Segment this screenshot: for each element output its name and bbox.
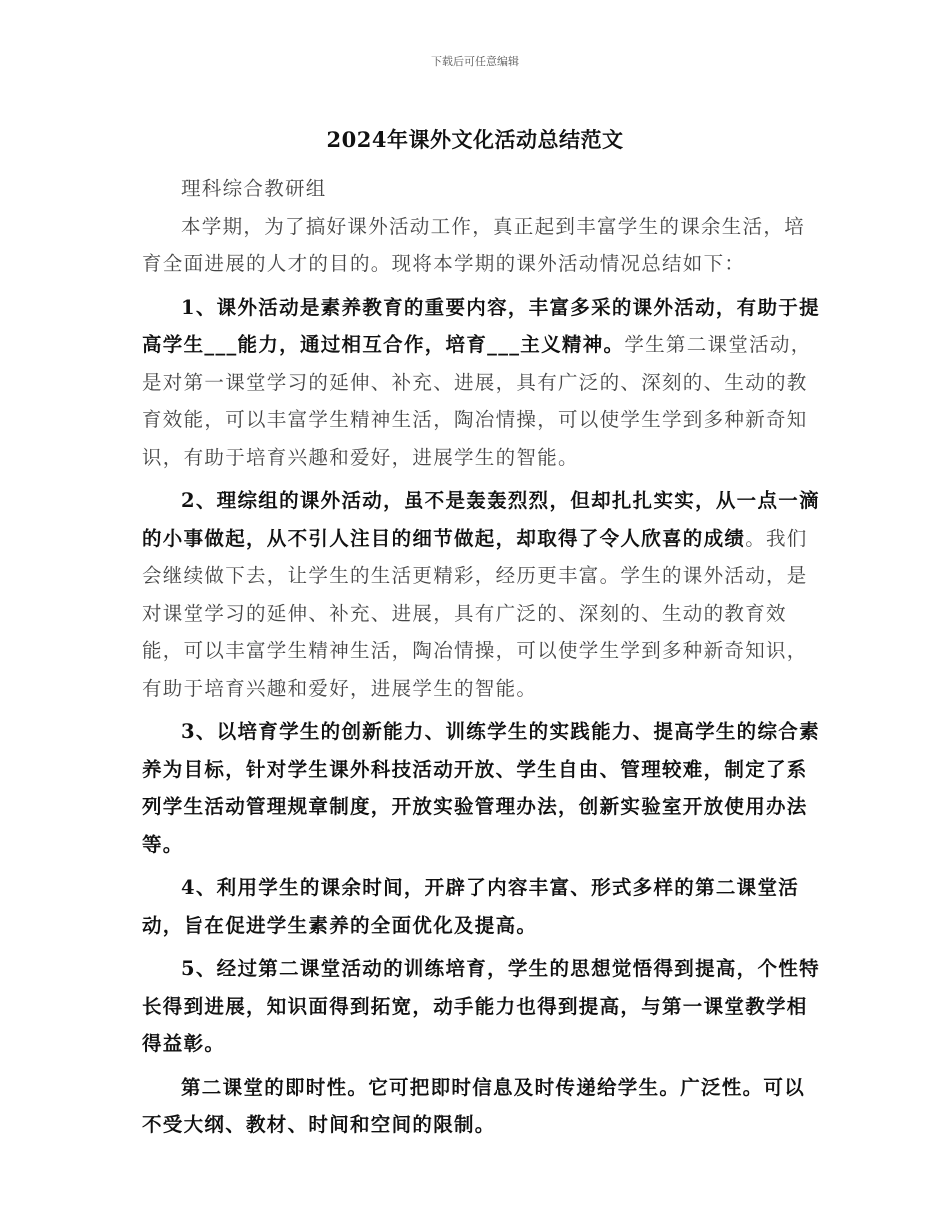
- paragraph-3: 3、以培育学生的创新能力、训练学生的实践能力、提高学生的综合素养为目标，针对学生课外科技活动开放、学生自由、管理较难，制定了系列学生活动管理规章制度，开放实验管理办法，创新实验室开放使用办法等。: [142, 720, 820, 856]
- author-line: 理科综合教研组: [181, 177, 327, 200]
- header-note: 下载后可任意编辑: [431, 55, 519, 68]
- intro-paragraph: 本学期，为了搞好课外活动工作，真正起到丰富学生的课余生活，培育全面进展的人才的目的。现将本学期的课外活动情况总结如下：: [142, 214, 806, 275]
- paragraph-2-body: 。我们会继续做下去，让学生的生活更精彩，经历更丰富。学生的课外活动，是对课堂学习的延伸、补充、进展，具有广泛的、深刻的、生动的教育效能，可以丰富学生精神生活，陶冶情操，可以使学生学到多种新奇知识，有助于培育兴趣和爱好，进展学生的智能。: [142, 526, 808, 700]
- paragraph-1-body: 学生第二课堂活动，是对第一课堂学习的延伸、补充、进展，具有广泛的、深刻的、生动的教育效能，可以丰富学生精神生活，陶冶情操，可以使学生学到多种新奇知识，有助于培育兴趣和爱好，进展学生的智能。: [142, 333, 812, 469]
- document-body: [142, 170, 822, 1144]
- paragraph-1: [142, 289, 822, 477]
- paragraph-4: 4、利用学生的课余时间，开辟了内容丰富、形式多样的第二课堂活动，旨在促进学生素养的全面优化及提高。: [142, 876, 800, 937]
- paragraph-1-lead: 1、课外活动是素养教育的重要内容，丰富多采的课外活动，有助于提高学生___能力，通过相互合作，培育___主义精神。: [142, 295, 820, 356]
- paragraph-6: 第二课堂的即时性。它可把即时信息及时传递给学生。广泛性。可以不受大纲、教材、时间和空间的限制。: [142, 1075, 806, 1136]
- paragraph-2-lead: 2、理综组的课外活动，虽不是轰轰烈烈，但却扎扎实实，从一点一滴的小事做起，从不引人注目的细节做起，却取得了令人欣喜的成绩: [142, 489, 820, 550]
- paragraph-5: 5、经过第二课堂活动的训练培育，学生的思想觉悟得到提高，个性特长得到进展，知识面得到拓宽，动手能力也得到提高，与第一课堂教学相得益彰。: [142, 957, 820, 1055]
- paragraph-2: [142, 482, 822, 707]
- document-title: 2024年课外文化活动总结范文: [326, 127, 624, 152]
